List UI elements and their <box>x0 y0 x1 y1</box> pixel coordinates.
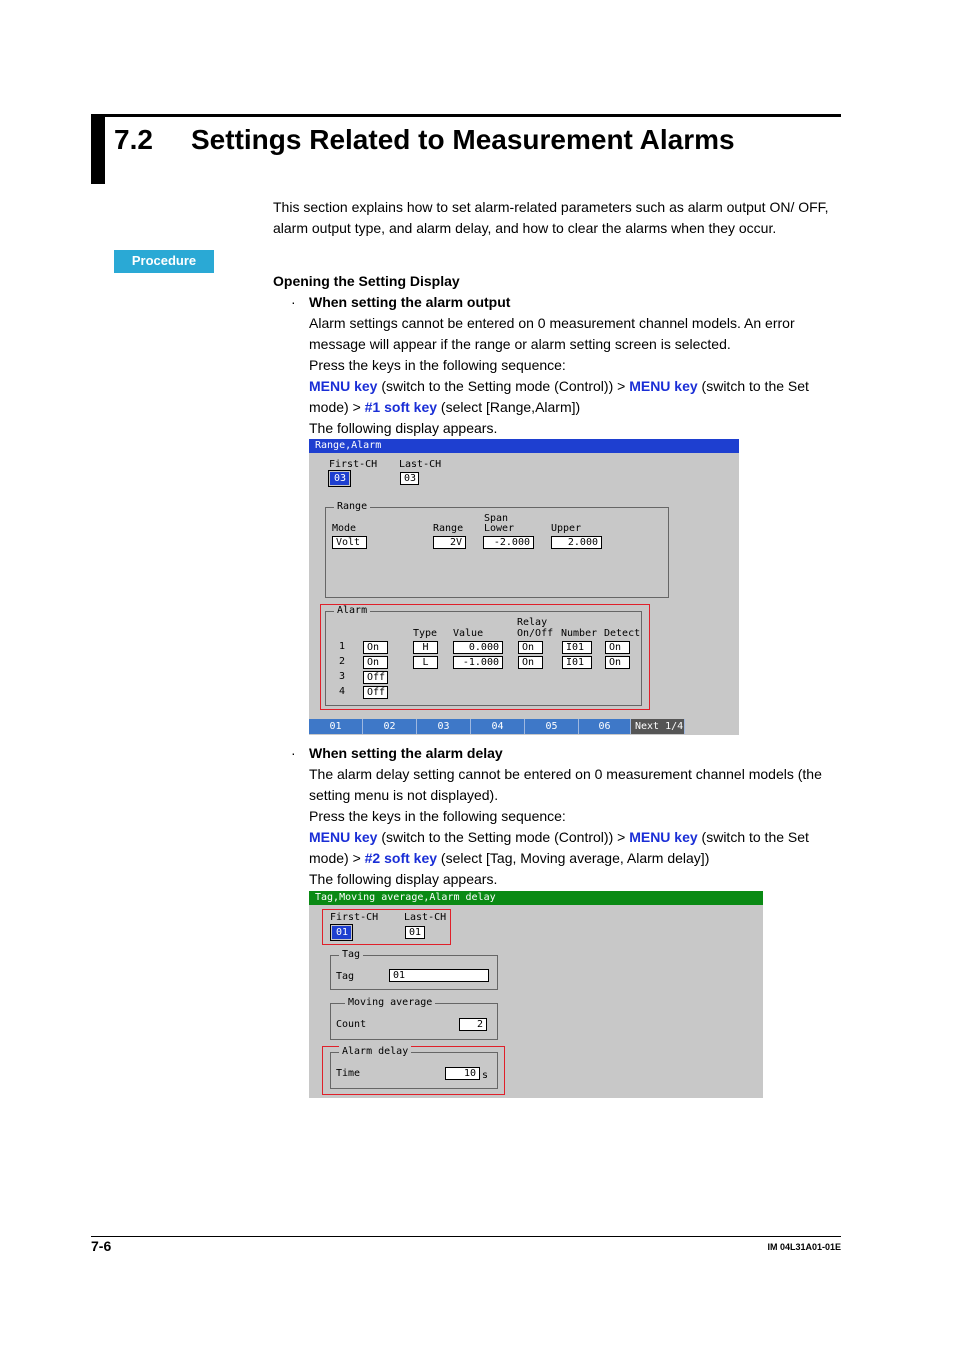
mode-label: Mode <box>332 523 357 534</box>
bullet: · <box>291 745 296 761</box>
alarm-value-field[interactable]: -1.000 <box>453 656 503 669</box>
alarm-state-field[interactable]: On <box>363 641 388 654</box>
alarm-output-heading: When setting the alarm output <box>309 294 511 310</box>
procedure-badge: Procedure <box>114 250 214 273</box>
alarm-relay-field[interactable]: On <box>518 641 543 654</box>
last-ch-label: Last-CH <box>404 912 447 923</box>
soft-key-01[interactable]: 01 <box>309 719 363 734</box>
onoff-col-label: On/Off <box>517 628 554 639</box>
alarm-output-line4: The following display appears. <box>309 420 498 436</box>
alarm-delay-sequence-2: mode) > #2 soft key (select [Tag, Moving average, Alarm delay]) <box>309 850 710 866</box>
tag-group-title: Tag <box>339 949 363 961</box>
soft-key-link[interactable]: #2 soft key <box>364 850 438 866</box>
alarm-detect-field[interactable]: On <box>605 641 630 654</box>
tag-field[interactable]: 01 <box>389 969 489 982</box>
detect-col-label: Detect <box>604 628 641 639</box>
soft-key-06[interactable]: 06 <box>579 719 631 734</box>
page-number: 7-6 <box>91 1238 112 1254</box>
alarm-number-field[interactable]: I01 <box>562 656 592 669</box>
alarm-value-field[interactable]: 0.000 <box>453 641 503 654</box>
time-unit: s <box>482 1070 489 1081</box>
lower-label: Lower <box>484 523 515 534</box>
alarm-state-field[interactable]: Off <box>363 671 388 684</box>
alarm-row-num: 4 <box>339 686 346 697</box>
moving-average-group-title: Moving average <box>345 997 435 1009</box>
first-ch-label: First-CH <box>329 459 378 470</box>
alarm-delay-line3: Press the keys in the following sequence: <box>309 808 566 824</box>
footer-rule <box>91 1236 841 1237</box>
tag-moving-average-alarm-delay-screen <box>309 891 763 1098</box>
lower-field[interactable]: -2.000 <box>483 536 534 549</box>
section-bar <box>91 114 105 184</box>
alarm-output-line3: Press the keys in the following sequence: <box>309 357 566 373</box>
upper-field[interactable]: 2.000 <box>551 536 602 549</box>
soft-key-link[interactable]: #1 soft key <box>364 399 438 415</box>
alarm-delay-line1: The alarm delay setting cannot be entered on 0 measurement channel models (the <box>309 766 822 782</box>
time-field[interactable]: 10 <box>445 1067 480 1080</box>
value-col-label: Value <box>453 628 484 639</box>
alarm-group-title: Alarm <box>334 605 370 617</box>
opening-heading: Opening the Setting Display <box>273 273 460 289</box>
number-col-label: Number <box>561 628 598 639</box>
first-ch-field[interactable]: 01 <box>332 926 351 939</box>
upper-label: Upper <box>551 523 582 534</box>
alarm-output-line2: message will appear if the range or alarm setting screen is selected. <box>309 336 731 352</box>
type-col-label: Type <box>413 628 438 639</box>
last-ch-field[interactable]: 01 <box>405 926 425 939</box>
range-field[interactable]: 2V <box>433 536 466 549</box>
section-rule <box>105 114 841 117</box>
first-ch-label: First-CH <box>330 912 379 923</box>
alarm-delay-line2: setting menu is not displayed). <box>309 787 499 803</box>
alarm-detect-field[interactable]: On <box>605 656 630 669</box>
soft-key-05[interactable]: 05 <box>525 719 579 734</box>
time-label: Time <box>336 1068 361 1079</box>
screen-title: Range,Alarm <box>309 439 739 453</box>
soft-key-04[interactable]: 04 <box>471 719 525 734</box>
mode-field[interactable]: Volt <box>332 536 367 549</box>
alarm-number-field[interactable]: I01 <box>562 641 592 654</box>
tag-label: Tag <box>336 971 355 982</box>
alarm-row-num: 1 <box>339 641 346 652</box>
soft-key-next[interactable]: Next 1/4 <box>631 719 685 734</box>
menu-key-link[interactable]: MENU key <box>629 829 698 845</box>
alarm-delay-sequence: MENU key (switch to the Setting mode (Control)) > MENU key (switch to the Set <box>309 829 809 845</box>
alarm-row-num: 3 <box>339 671 346 682</box>
alarm-type-field[interactable]: L <box>413 656 438 669</box>
alarm-output-line1: Alarm settings cannot be entered on 0 measurement channel models. An error <box>309 315 795 331</box>
alarm-delay-group-title: Alarm delay <box>339 1046 411 1058</box>
menu-key-link[interactable]: MENU key <box>629 378 698 394</box>
range-alarm-screen <box>309 439 739 735</box>
first-ch-field[interactable]: 03 <box>330 472 349 485</box>
last-ch-label: Last-CH <box>399 459 442 470</box>
last-ch-field[interactable]: 03 <box>400 472 419 485</box>
alarm-output-sequence: MENU key (switch to the Setting mode (Control)) > MENU key (switch to the Set <box>309 378 809 394</box>
alarm-type-field[interactable]: H <box>413 641 438 654</box>
count-field[interactable]: 2 <box>459 1018 487 1031</box>
relay-col-label: Relay <box>517 617 548 628</box>
section-title: Settings Related to Measurement Alarms <box>191 124 735 155</box>
screen-title: Tag,Moving average,Alarm delay <box>309 891 763 905</box>
alarm-state-field[interactable]: Off <box>363 686 388 699</box>
alarm-output-sequence-2: mode) > #1 soft key (select [Range,Alarm]) <box>309 399 581 415</box>
menu-key-link[interactable]: MENU key <box>309 829 378 845</box>
alarm-row-num: 2 <box>339 656 346 667</box>
soft-key-03[interactable]: 03 <box>417 719 471 734</box>
alarm-state-field[interactable]: On <box>363 656 388 669</box>
range-label: Range <box>433 523 464 534</box>
menu-key-link[interactable]: MENU key <box>309 378 378 394</box>
bullet: · <box>291 294 296 310</box>
span-label: Span <box>484 513 509 524</box>
alarm-relay-field[interactable]: On <box>518 656 543 669</box>
document-id: IM 04L31A01-01E <box>767 1242 841 1252</box>
alarm-delay-heading: When setting the alarm delay <box>309 745 503 761</box>
section-number: 7.2 <box>114 124 153 155</box>
intro-paragraph: This section explains how to set alarm-related parameters such as alarm output ON/ OFF, alarm output type, and alarm delay, and how to clear the alarms when they occur. <box>273 199 829 236</box>
range-group-title: Range <box>334 501 370 513</box>
soft-key-02[interactable]: 02 <box>363 719 417 734</box>
alarm-delay-line4: The following display appears. <box>309 871 498 887</box>
count-label: Count <box>336 1019 367 1030</box>
